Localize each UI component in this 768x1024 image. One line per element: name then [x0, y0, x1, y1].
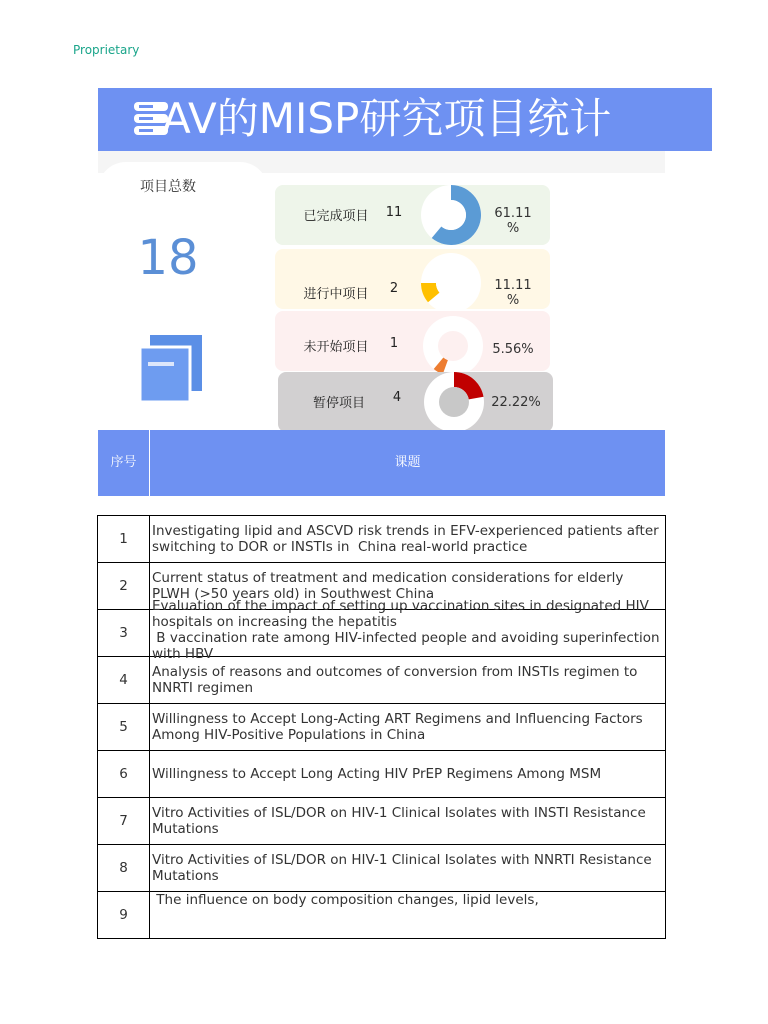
projects-table	[97, 515, 666, 923]
column-header-no: 序号	[98, 430, 150, 496]
stat-count: 11	[385, 205, 403, 220]
row-title: Willingness to Accept Long-Acting ART Regimens and Influencing Factors Among HIV-Positive Populations in China	[152, 711, 647, 743]
title-cell	[150, 704, 666, 751]
row-number: 2	[98, 563, 150, 610]
row-title: Vitro Activities of ISL/DOR on HIV-1 Clinical Isolates with NNRTI Resistance Mutations	[152, 852, 657, 884]
stat-donut-chart	[420, 252, 482, 314]
total-value: 18	[137, 230, 199, 286]
row-number: 4	[98, 657, 150, 704]
title-cell	[150, 598, 666, 662]
row-title: The influence on body composition changes, lipid levels,	[152, 892, 539, 908]
total-label: 项目总数	[140, 179, 196, 195]
row-number: 6	[98, 751, 150, 798]
stat-percent: 22.22%	[491, 395, 541, 410]
row-number: 3	[98, 610, 150, 657]
row-number: 9	[98, 892, 150, 939]
donut-hole	[436, 268, 466, 298]
donut-hole	[438, 331, 468, 361]
proprietary-label: Proprietary	[73, 43, 140, 57]
column-header-title: 课题	[394, 455, 421, 470]
row-title: Current status of treatment and medication considerations for elderly PLWH (>50 years old) in Southwest China	[152, 570, 628, 602]
title-cell	[150, 798, 666, 845]
donut-hole	[436, 200, 466, 230]
total-card	[98, 162, 268, 424]
stat-donut-chart	[420, 184, 482, 246]
stat-card	[275, 185, 550, 245]
stat-percent: 11.11 %	[494, 278, 532, 308]
table-row	[98, 516, 666, 563]
row-title: Vitro Activities of ISL/DOR on HIV-1 Clinical Isolates with INSTI Resistance Mutations	[152, 805, 651, 837]
page-title: AV的MISP研究项目统计	[162, 94, 612, 143]
table-row	[98, 845, 666, 892]
table-row	[98, 657, 666, 704]
table-row	[98, 798, 666, 845]
documents-icon	[136, 332, 206, 404]
table-row	[98, 751, 666, 798]
row-number: 5	[98, 704, 150, 751]
stat-percent: 61.11 %	[494, 206, 532, 236]
stat-card	[275, 311, 550, 371]
stat-donut-chart	[423, 371, 485, 433]
row-number: 1	[98, 516, 150, 563]
row-title: Investigating lipid and ASCVD risk trends in EFV-experienced patients after switching to DOR or INSTIs in China real-world practice	[152, 523, 663, 555]
title-cell	[150, 516, 666, 563]
stat-label: 暂停项目	[312, 396, 365, 411]
title-banner	[98, 88, 712, 151]
row-title: Evaluation of the impact of setting up vaccination sites in designated HIV hospitals on increasing the hepatitis B vaccination rate among HIV-infected people and avoiding superinfection with HBV	[152, 598, 660, 662]
table-row	[98, 704, 666, 751]
row-title: Willingness to Accept Long Acting HIV PrEP Regimens Among MSM	[152, 766, 602, 782]
table-header	[98, 430, 665, 496]
title-cell	[150, 657, 666, 704]
stat-label: 未开始项目	[303, 340, 369, 355]
stat-count: 1	[389, 336, 399, 351]
stat-count: 2	[389, 281, 399, 296]
table-row	[98, 892, 666, 939]
stat-card	[275, 249, 550, 309]
stat-card	[278, 372, 553, 432]
row-title: Analysis of reasons and outcomes of conversion from INSTIs regimen to NNRTI regimen	[152, 664, 642, 696]
title-cell	[150, 892, 666, 939]
stat-count: 4	[392, 390, 402, 405]
title-cell	[150, 751, 666, 798]
stat-donut-chart	[422, 315, 484, 377]
stat-percent: 5.56%	[492, 342, 534, 357]
donut-hole	[439, 387, 469, 417]
table-row	[98, 610, 666, 657]
row-number: 7	[98, 798, 150, 845]
stat-label: 进行中项目	[303, 287, 369, 302]
stat-label: 已完成项目	[303, 209, 369, 224]
row-number: 8	[98, 845, 150, 892]
title-cell	[150, 845, 666, 892]
